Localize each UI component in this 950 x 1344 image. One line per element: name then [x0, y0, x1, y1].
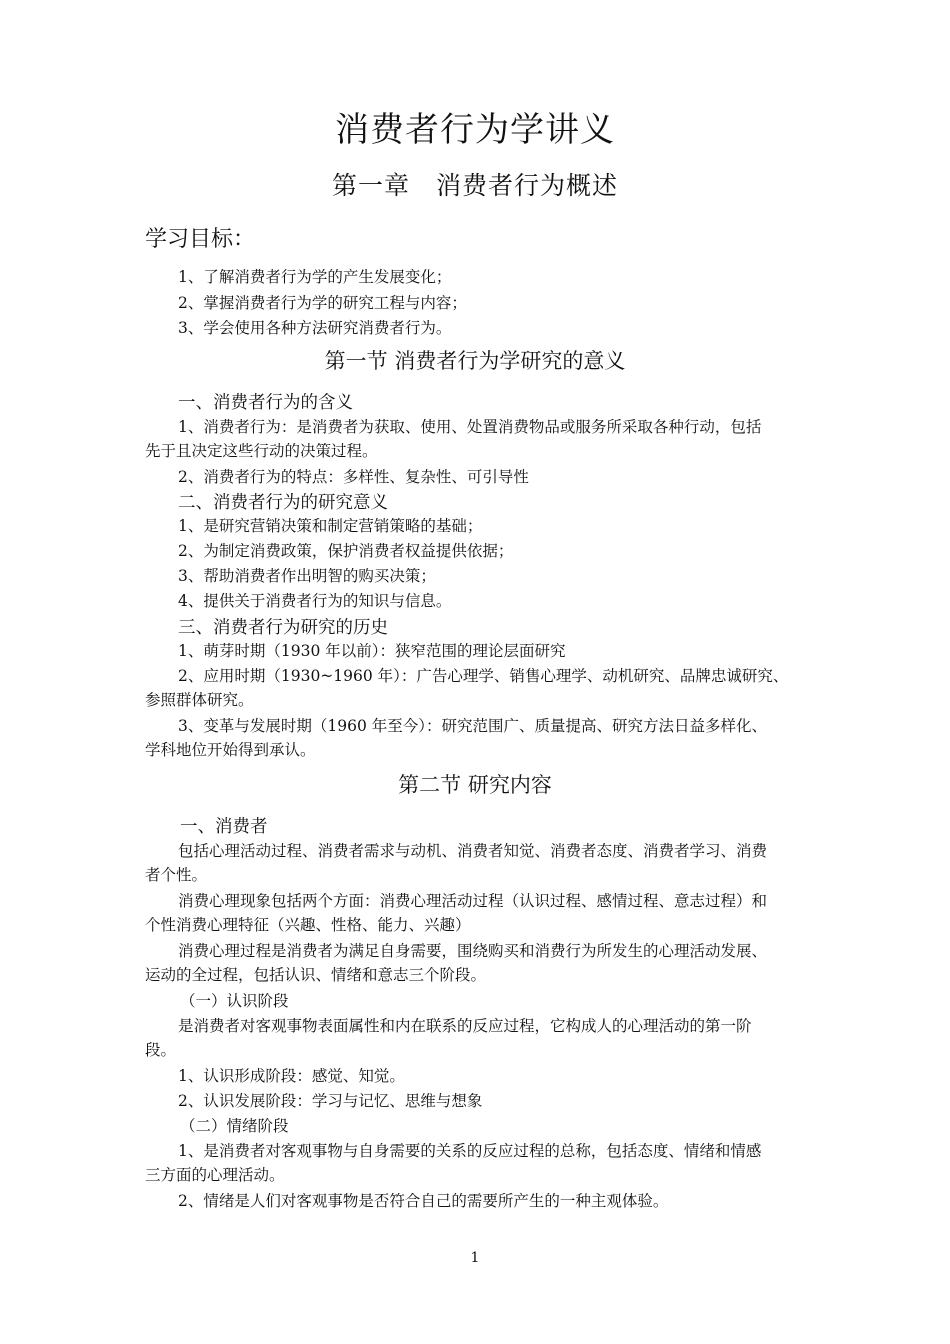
list-item: 3、帮助消费者作出明智的购买决策；: [178, 567, 436, 585]
section2-subheading-1: 一、消费者: [180, 817, 268, 837]
section1-subheading-1: 一、消费者行为的含义: [178, 393, 353, 413]
paragraph: 包括心理活动过程、消费者需求与动机、消费者知觉、消费者态度、消费者学习、消费: [178, 842, 768, 860]
goal-item: 2、掌握消费者行为学的研究工程与内容；: [178, 294, 467, 312]
paragraph: 2、消费者行为的特点：多样性、复杂性、可引导性: [178, 468, 529, 486]
list-item: 2、认识发展阶段：学习与记忆、思维与想象: [178, 1092, 483, 1110]
section1-subheading-2: 二、消费者行为的研究意义: [178, 493, 388, 513]
page-number: 1: [470, 1250, 480, 1266]
subsection-heading: （二）情绪阶段: [180, 1117, 289, 1135]
chapter-name: 消费者行为概述: [436, 171, 619, 200]
history-item: 1、萌芽时期（1930 年以前）：狭窄范围的理论层面研究: [178, 642, 566, 660]
goal-item: 1、了解消费者行为学的产生发展变化；: [178, 268, 452, 286]
paragraph-continued: 三方面的心理活动。: [145, 1166, 285, 1184]
paragraph-continued: 运动的全过程，包括认识、情绪和意志三个阶段。: [145, 966, 487, 984]
list-item: 1、认识形成阶段：感觉、知觉。: [178, 1067, 405, 1085]
paragraph: 1、是消费者对客观事物与自身需要的关系的反应过程的总称，包括态度、情绪和情感: [178, 1142, 762, 1160]
paragraph-continued: 段。: [145, 1041, 177, 1059]
chapter-number: 第一章: [331, 171, 410, 200]
chapter-heading: [0, 166, 950, 202]
list-item: 1、是研究营销决策和制定营销策略的基础；: [178, 517, 483, 535]
section1-subheading-3: 三、消费者行为研究的历史: [178, 618, 388, 638]
section2-title: 第二节 研究内容: [398, 773, 552, 797]
paragraph: 2、情绪是人们对客观事物是否符合自己的需要所产生的一种主观体验。: [178, 1192, 669, 1210]
goals-heading: 学习目标：: [145, 227, 256, 252]
list-item: 2、为制定消费政策，保护消费者权益提供依据；: [178, 542, 514, 560]
paragraph: 消费心理过程是消费者为满足自身需要，围绕购买和消费行为所发生的心理活动发展、: [178, 942, 768, 960]
paragraph-continued: 个性消费心理特征（兴趣、性格、能力、兴趣）: [145, 916, 471, 934]
goal-item: 3、学会使用各种方法研究消费者行为。: [178, 319, 452, 337]
history-item: 3、变革与发展时期（1960 年至今）：研究范围广、质量提高、研究方法日益多样化、: [178, 717, 767, 735]
history-item-continued: 学科地位开始得到承认。: [145, 741, 316, 759]
paragraph: 消费心理现象包括两个方面：消费心理活动过程（认识过程、感情过程、意志过程）和: [178, 892, 768, 910]
section1-title: 第一节 消费者行为学研究的意义: [324, 349, 626, 373]
paragraph: 1、消费者行为：是消费者为获取、使用、处置消费物品或服务所采取各种行动，包括: [178, 418, 762, 436]
paragraph-continued: 先于且决定这些行动的决策过程。: [145, 442, 378, 460]
history-item-continued: 参照群体研究。: [145, 691, 254, 709]
list-item: 4、提供关于消费者行为的知识与信息。: [178, 592, 452, 610]
paragraph-continued: 者个性。: [145, 866, 208, 884]
history-item: 2、应用时期（1930~1960 年）：广告心理学、销售心理学、动机研究、品牌忠诚研究、: [178, 667, 789, 685]
document-title: 消费者行为学讲义: [335, 110, 615, 150]
subsection-heading: （一）认识阶段: [180, 992, 289, 1010]
paragraph: 是消费者对客观事物表面属性和内在联系的反应过程，它构成人的心理活动的第一阶: [178, 1017, 752, 1035]
